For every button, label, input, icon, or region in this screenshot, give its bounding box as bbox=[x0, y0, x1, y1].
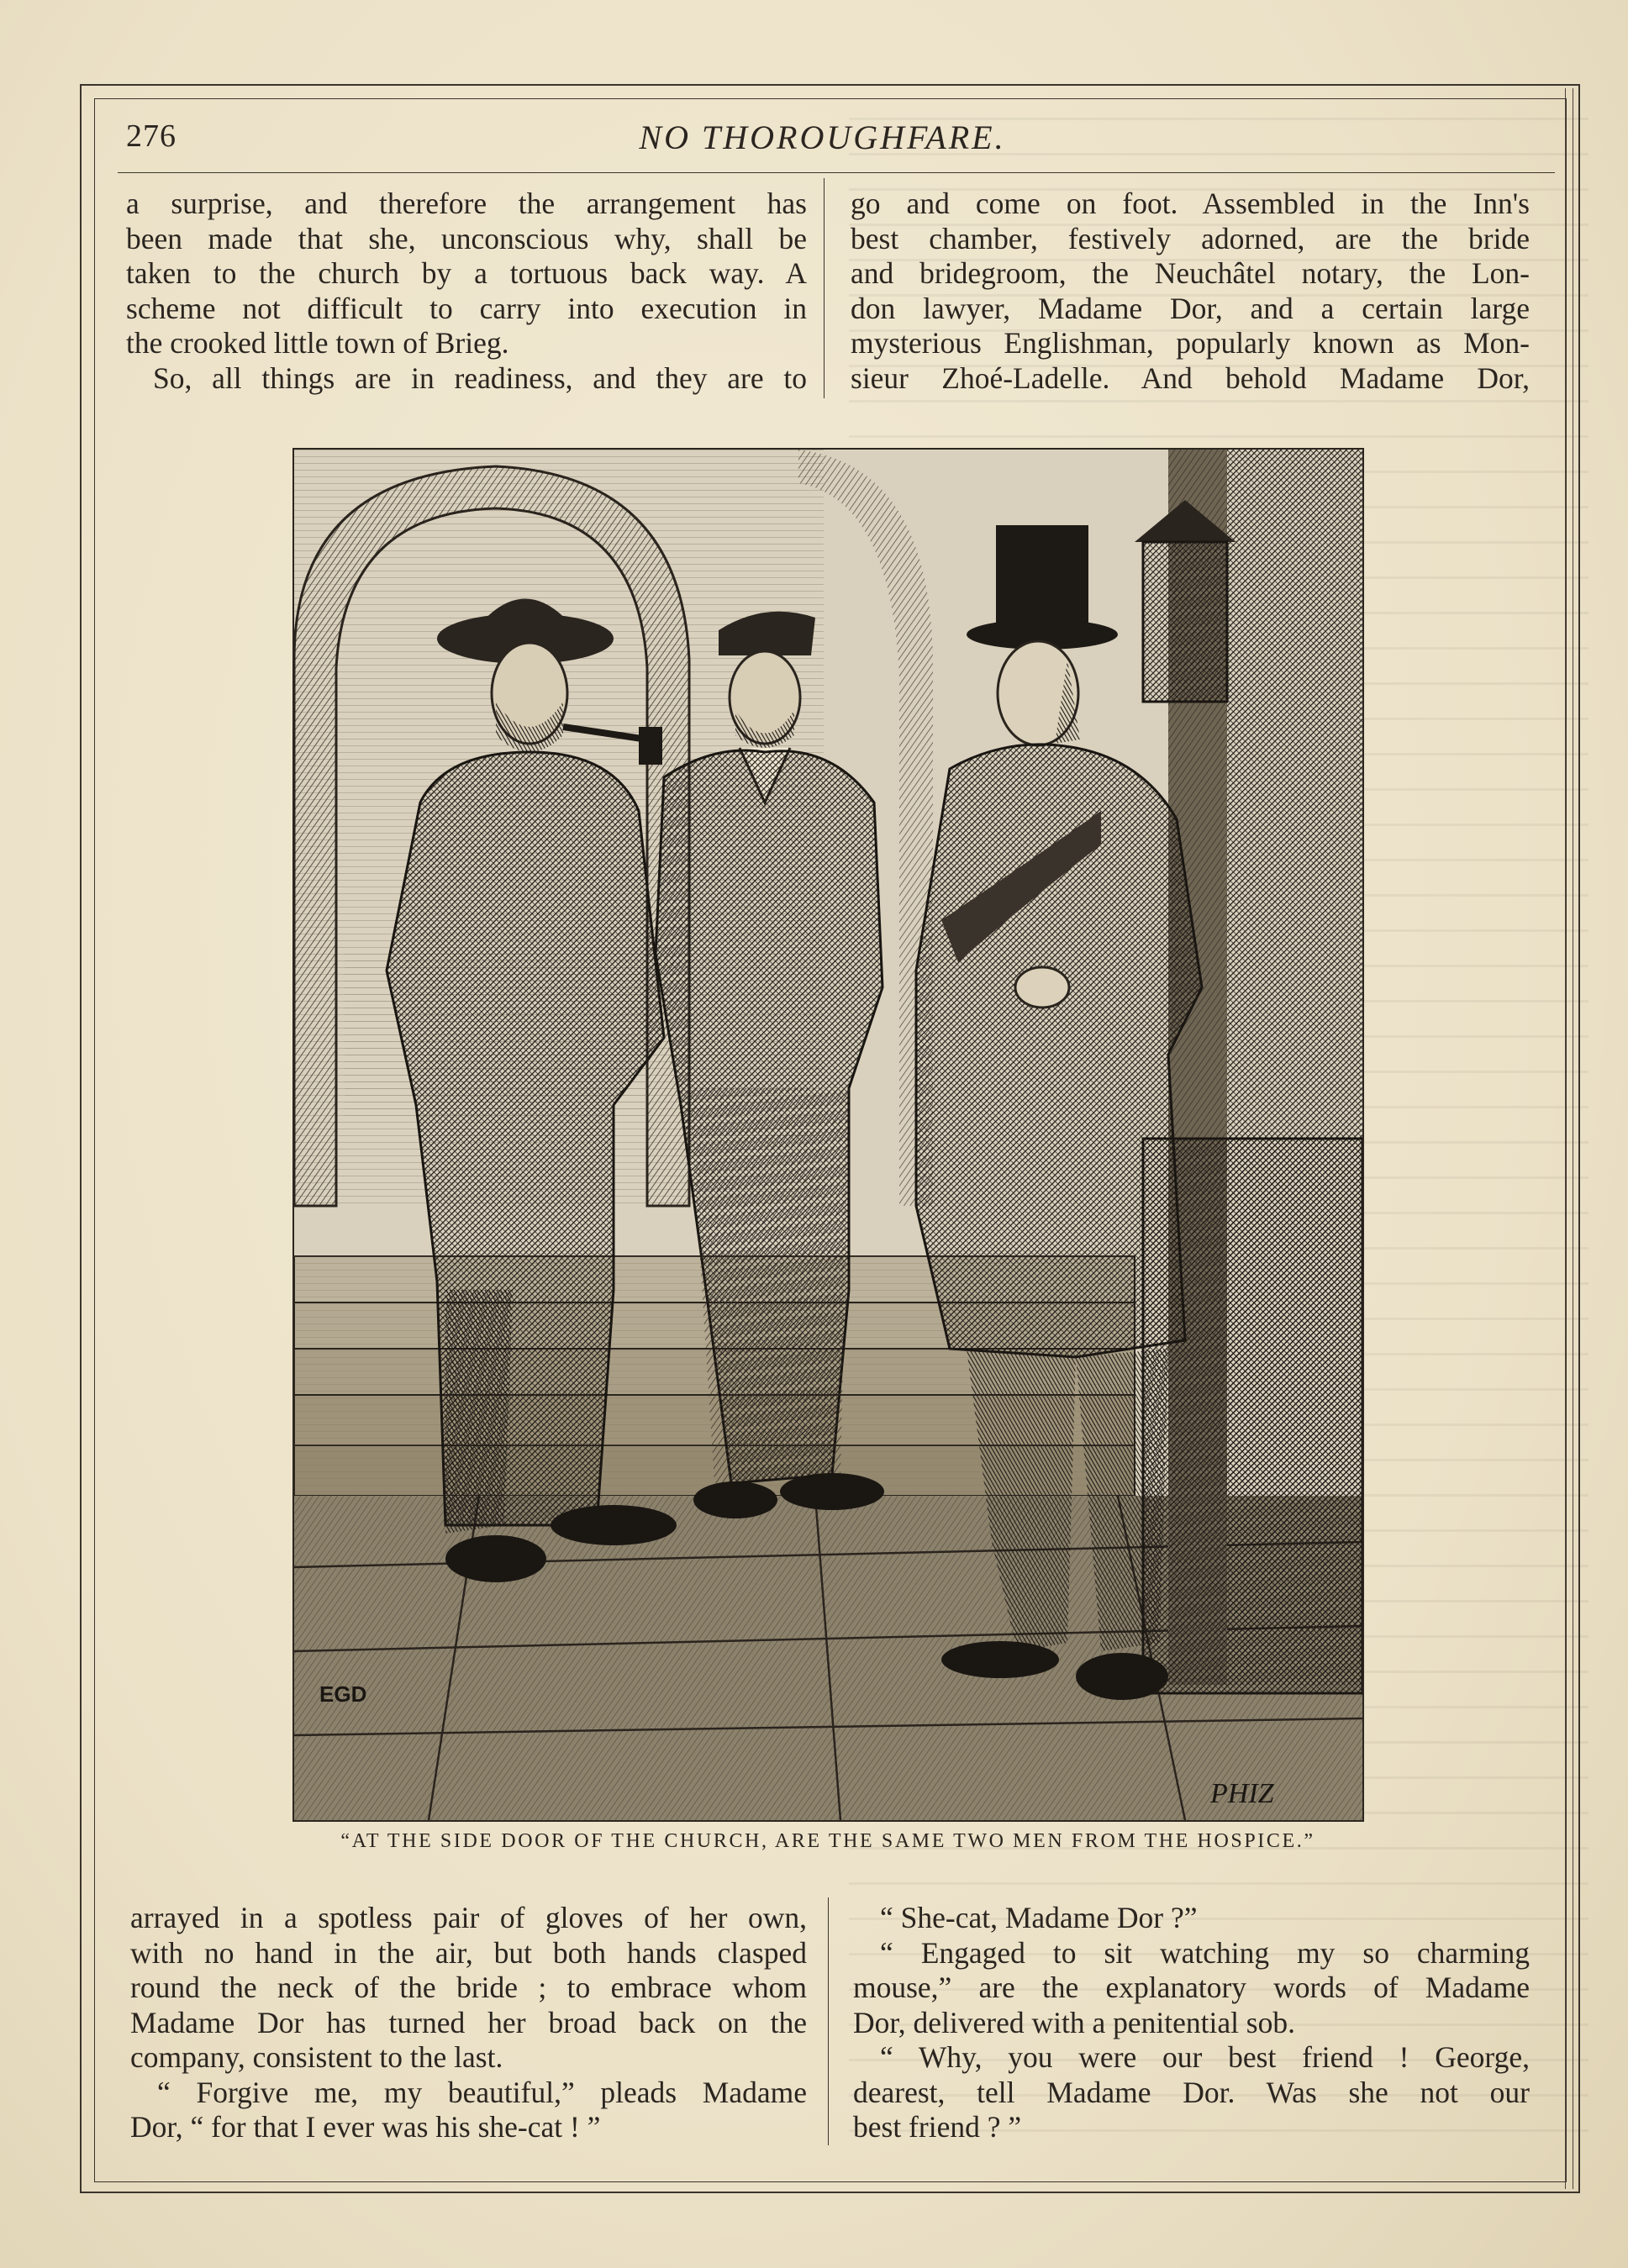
bottom-left-column bbox=[130, 1901, 807, 2145]
text-line: Dor, delivered with a penitential sob. bbox=[853, 2005, 1295, 2039]
engraving-illustration bbox=[292, 448, 1364, 1822]
text-line: “ Forgive me, my beautiful,” pleads Madame bbox=[157, 2075, 807, 2109]
text-line: best chamber, festively adorned, are the bride bbox=[851, 221, 1530, 255]
bottom-right-column bbox=[853, 1901, 1530, 2145]
text-line: best friend ? ” bbox=[853, 2110, 1022, 2144]
text-line: mysterious Englishman, popularly known as Mon- bbox=[851, 326, 1530, 360]
text-line: a surprise, and therefore the arrangement has bbox=[126, 187, 807, 220]
text-line: don lawyer, Madame Dor, and a certain large bbox=[851, 291, 1530, 325]
text-line: Dor, “ for that I ever was his she-cat ! ” bbox=[130, 2110, 601, 2144]
column-divider-top bbox=[824, 178, 825, 398]
text-line: arrayed in a spotless pair of gloves of her own, bbox=[130, 1901, 807, 1934]
text-line: go and come on foot. Assembled in the Inn's bbox=[851, 187, 1530, 220]
top-left-column bbox=[126, 187, 807, 396]
book-edge bbox=[1565, 88, 1573, 2189]
text-line: dearest, tell Madame Dor. Was she not our bbox=[853, 2075, 1530, 2109]
text-line: company, consistent to the last. bbox=[130, 2040, 503, 2074]
text-line: round the neck of the bride ; to embrace whom bbox=[130, 1971, 807, 2004]
text-line: been made that she, unconscious why, shall be bbox=[126, 221, 807, 255]
column-divider-bottom bbox=[828, 1897, 829, 2145]
top-right-column bbox=[851, 187, 1530, 396]
page-number: 276 bbox=[126, 118, 176, 154]
artist-signature: PHIZ bbox=[1210, 1778, 1274, 1809]
text-line: sieur Zhoé-Ladelle. And behold Madame Dor, bbox=[851, 360, 1530, 395]
text-line: “ Why, you were our best friend ! George, bbox=[880, 2040, 1530, 2074]
text-line: “ She-cat, Madame Dor ?” bbox=[880, 1901, 1198, 1934]
text-line: “ Engaged to sit watching my so charming bbox=[880, 1935, 1530, 1970]
text-line: Madame Dor has turned her broad back on the bbox=[130, 2005, 807, 2039]
header-rule bbox=[118, 172, 1555, 173]
text-line: with no hand in the air, but both hands clasped bbox=[130, 1935, 807, 1970]
text-line: taken to the church by a tortuous back way. A bbox=[126, 256, 807, 290]
text-line: the crooked little town of Brieg. bbox=[126, 326, 509, 360]
text-line: mouse,” are the explanatory words of Madame bbox=[853, 1971, 1530, 2004]
text-line: scheme not difficult to carry into execution in bbox=[126, 291, 807, 325]
engraver-signature: EGD bbox=[319, 1681, 367, 1707]
text-line: and bridegroom, the Neuchâtel notary, the Lon- bbox=[851, 256, 1530, 290]
text-line: So, all things are in readiness, and they are to bbox=[153, 360, 807, 395]
running-head: NO THOROUGHFARE. bbox=[639, 118, 1006, 156]
illustration-caption: “AT THE SIDE DOOR OF THE CHURCH, ARE THE SAME TWO MEN FROM THE HOSPICE.” bbox=[340, 1830, 1315, 1852]
